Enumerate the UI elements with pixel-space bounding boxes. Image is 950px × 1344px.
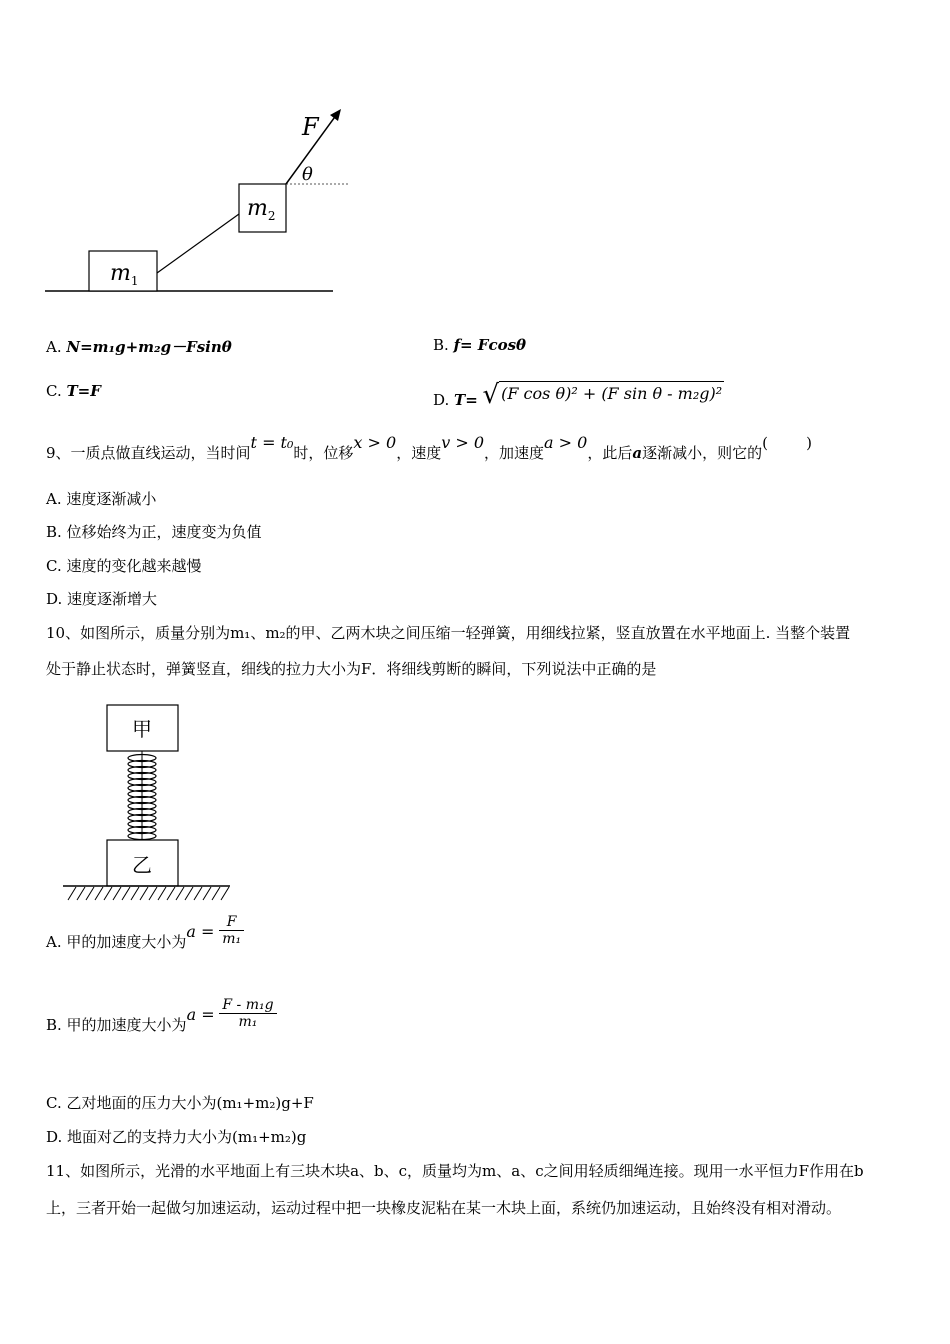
sqrt-sign: √ [482,380,500,410]
incline-force-diagram [40,100,360,300]
q8-option-a[interactable] [46,336,232,357]
q10-stem-line2: 处于静止状态时，弹簧竖直，细线的拉力大小为F．将细线剪断的瞬间，下列说法中正确的是 [46,660,657,678]
q8-option-a-prefix: A. [46,338,67,356]
q10-option-b-lhs: a = [186,1004,215,1024]
q9-option-a[interactable]: A. 速度逐渐减小 [46,490,157,508]
q9-var-a: a [632,444,643,462]
q9-option-d[interactable]: D. 速度逐渐增大 [46,590,158,608]
q9-condition-t: t = t₀ [250,433,294,452]
q9-stem [46,432,812,462]
connecting-string [157,214,239,273]
q10-option-a-fraction [219,914,244,947]
q10-stem-line1: 10、如图所示，质量分别为m₁、m₂的甲、乙两木块之间压缩一轻弹簧，用细线拉紧，竖直放置在水平地面上. 当整个装置 [46,624,851,642]
q10-option-a-denominator: m₁ [222,931,242,947]
q9-stem-part4: ，加速度 [484,444,545,462]
block-m1-label: $m_1$ [110,261,139,288]
q9-condition-x: x > 0 [353,433,397,452]
q9-stem-part1: 9、一质点做直线运动，当时间 [46,444,251,462]
q9-condition-v: v > 0 [441,433,485,452]
q9-option-b[interactable]: B. 位移始终为正，速度变为负值 [46,523,262,541]
q11-stem-line2: 上，三者开始一起做匀加速运动，运动过程中把一块橡皮泥粘在某一木块上面，系统仍加速运动，且始终没有相对滑动。 [46,1199,842,1217]
q8-option-d-expr: (F cos θ)² + (F sin θ - m₂g)² [499,381,724,403]
q9-option-c[interactable]: C. 速度的变化越来越慢 [46,557,202,575]
q9-stem-part2: 时，位移 [293,444,354,462]
q8-option-c-text: T=F [66,382,101,400]
q10-option-c[interactable]: C. 乙对地面的压力大小为(m₁+m₂)g+F [46,1094,314,1112]
q10-option-b-denominator: m₁ [238,1014,258,1030]
q8-option-a-text: N=m₁g+m₂g－Fsinθ [66,338,232,356]
q9-condition-a: a > 0 [544,433,588,452]
q11-stem-line1: 11、如图所示，光滑的水平地面上有三块木块a、b、c，质量均为m、a、c之间用轻质细绳连接。现用一水平恒力F作用在b [46,1162,864,1180]
q9-answer-paren: ( ) [762,434,812,452]
q10-option-a[interactable] [46,914,244,974]
spring-blocks-diagram [60,700,240,910]
q8-option-b-prefix: B. [433,336,454,354]
q8-option-d-lhs: T= [454,391,478,409]
angle-label: θ [302,164,313,185]
q9-stem-part3: ，速度 [396,444,442,462]
force-arrow-head [330,109,341,121]
force-label: F [302,113,319,141]
q8-option-d-prefix: D. [433,391,455,409]
q8-option-c-prefix: C. [46,382,67,400]
block-jia-label: 甲 [132,717,152,741]
block-yi-label: 乙 [132,853,152,877]
q8-option-b-text: f= Fcosθ [453,336,527,354]
q10-option-b[interactable] [46,997,277,1057]
q10-option-b-fraction [219,997,276,1030]
block-m2-label: $m_2$ [247,196,276,223]
q10-option-d[interactable]: D. 地面对乙的支持力大小为(m₁+m₂)g [46,1128,307,1146]
q9-stem-part6: 逐渐减小，则它的 [642,444,763,462]
q8-option-b[interactable] [433,336,526,354]
ground-hatching [68,887,229,900]
q8-option-c[interactable] [46,382,101,400]
q10-option-b-numerator: F - m₁g [219,997,276,1014]
spring-coil [128,755,156,840]
q10-option-a-numerator: F [219,914,244,931]
q9-stem-part5: ，此后 [587,444,633,462]
q10-option-a-lhs: a = [186,921,215,941]
q10-option-a-text: A. 甲的加速度大小为 [46,932,187,951]
q8-option-d[interactable] [433,370,724,410]
q10-option-b-text: B. 甲的加速度大小为 [46,1015,187,1034]
